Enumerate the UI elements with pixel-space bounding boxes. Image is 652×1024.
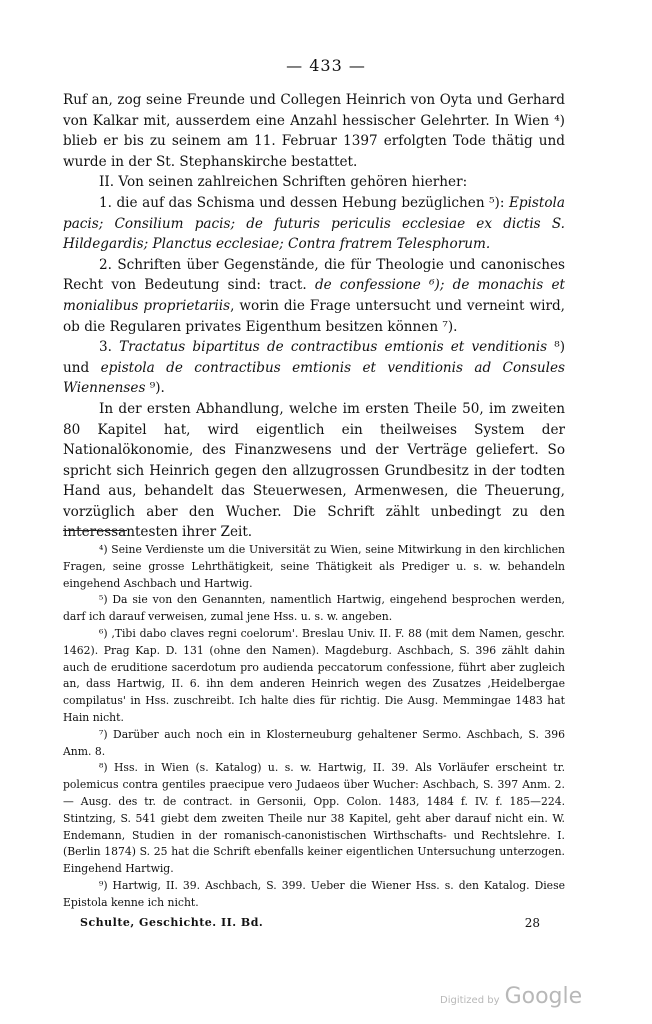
page-number-header: — 433 — bbox=[286, 56, 366, 75]
signature-number: 28 bbox=[524, 916, 540, 930]
paragraph-3 bbox=[63, 193, 565, 255]
paragraph-1: Ruf an, zog seine Freunde und Collegen Heinrich von Oyta und Gerhard von Kalkar mit, ausserdem eine Anzahl hessischer Gelehrter. In Wien ⁴) blieb er bis zu seinem am 11. Februar 1397 erfolgten Tode thätig und wurde in der St. Stephanskirche bestattet. bbox=[63, 92, 565, 170]
printer-signature bbox=[80, 916, 540, 929]
paragraph-6: In der ersten Abhandlung, welche im ersten Theile 50, im zweiten 80 Kapitel hat, wird eigentlich ein theilweises System der Nationalökonomie, des Finanzwesens und der Verträge geliefert. So spricht sich Heinrich gegen den allzugrossen Grundbesitz in der todten Hand aus, behandelt das Steuerwesen, Armenwesen, die Theuerung, vorzüglich aber den Wucher. Die Schrift zählt unbedingt zu den interessantesten ihrer Zeit. bbox=[63, 400, 565, 541]
p4-text-a: 2. Schriften über Gegenstände, die für Theologie und canonisches Recht von Bedeutung sind: tract. bbox=[63, 256, 565, 294]
paragraph-5 bbox=[63, 337, 565, 399]
main-text bbox=[63, 90, 565, 543]
paragraph-2: II. Von seinen zahlreichen Schriften gehören hierher: bbox=[99, 174, 468, 191]
p5-title-2: epistola de contractibus emtionis et venditionis ad Consules Wiennenses bbox=[63, 359, 565, 397]
p3-titles: Epistola pacis; Consilium pacis; de futuris periculis ecclesiae ex dictis S. Hildegardis; Planctus ecclesiae; Contra fratrem Telesphorum. bbox=[63, 194, 565, 253]
p5-conj: ⁸) und bbox=[63, 339, 566, 376]
p5-num: 3. bbox=[99, 339, 120, 356]
footnote-5: ⁵) Da sie von den Genannten, namentlich Hartwig, eingehend besprochen werden, darf ich darauf verweisen, zumal jene Hss. u. s. w. angeben. bbox=[63, 593, 565, 624]
p4-titles: de confessione ⁶); de monachis et monialibus proprietariis bbox=[63, 277, 565, 314]
footnote-rule bbox=[63, 530, 127, 531]
footnote-9: ⁹) Hartwig, II. 39. Aschbach, S. 399. Ueber die Wiener Hss. s. den Katalog. Diese Epistola kenne ich nicht. bbox=[63, 878, 565, 909]
footnote-8: ⁸) Hss. in Wien (s. Katalog) u. s. w. Hartwig, II. 39. Als Vorläufer erscheint tr. polemicus contra gentiles praecipue vero Judaeos über Wucher: Aschbach, S. 397 Anm. 2. — Ausg. des tr. de contract. in Gersonii, Opp. Colon. 1483, 1484 f. IV. f. 185—224. Stintzing, S. 541 giebt dem zweiten Theile nur 38 Kapitel, geht aber darauf nicht ein. W. Endemann, Studien in der romanisch-canonistischen Wirthschafts- und Rechtslehre. I. (Berlin 1874) S. 25 hat die Schrift ebenfalls keiner eigentlichen Untersuchung unterzogen. Eingehend Hartwig. bbox=[63, 761, 565, 876]
google-watermark bbox=[440, 984, 582, 1009]
footnote-6: ⁶) ‚Tibi dabo claves regni coelorum'. Breslau Univ. II. F. 88 (mit dem Namen, geschr. 1462). Prag Kap. D. 131 (ohne den Namen). Magdeburg. Aschbach, S. 396 zählt dahin auch de eruditione sacerdotum pro audienda peccatorum confessione, führt aber zugleich an, dass Hartwig, II. 6. ihn dem anderen Heinrich wegen des Zusatzes ‚Heidelbergae compilatus' in Hss. zuschreibt. Ich halte dies für richtig. Die Ausg. Memmingae 1483 hat Hain nicht. bbox=[63, 626, 565, 724]
p5-end: ⁹). bbox=[145, 380, 165, 397]
footnotes bbox=[63, 542, 565, 912]
footnote-7: ⁷) Darüber auch noch ein in Klosterneuburg gehaltener Sermo. Aschbach, S. 396 Anm. 8. bbox=[63, 727, 565, 758]
paragraph-4 bbox=[63, 255, 565, 337]
p5-title-1: Tractatus bipartitus de contractibus emtionis et venditionis bbox=[119, 339, 548, 356]
p4-text-b: , worin die Frage untersucht und verneint wird, ob die Regularen privates Eigenthum besitzen können ⁷). bbox=[63, 297, 565, 335]
signature-title: Schulte, Geschichte. II. Bd. bbox=[80, 916, 264, 929]
watermark-logo: Google bbox=[504, 984, 583, 1009]
footnote-4: ⁴) Seine Verdienste um die Universität zu Wien, seine Mitwirkung in den kirchlichen Fragen, seine grosse Lehrthätigkeit, seine Thätigkeit als Prediger u. s. w. behandeln eingehend Aschbach und Hartwig. bbox=[63, 543, 565, 590]
p3-text: 1. die auf das Schisma und dessen Hebung bezüglichen ⁵): bbox=[99, 194, 509, 211]
watermark-prefix: Digitized by bbox=[440, 995, 500, 1006]
